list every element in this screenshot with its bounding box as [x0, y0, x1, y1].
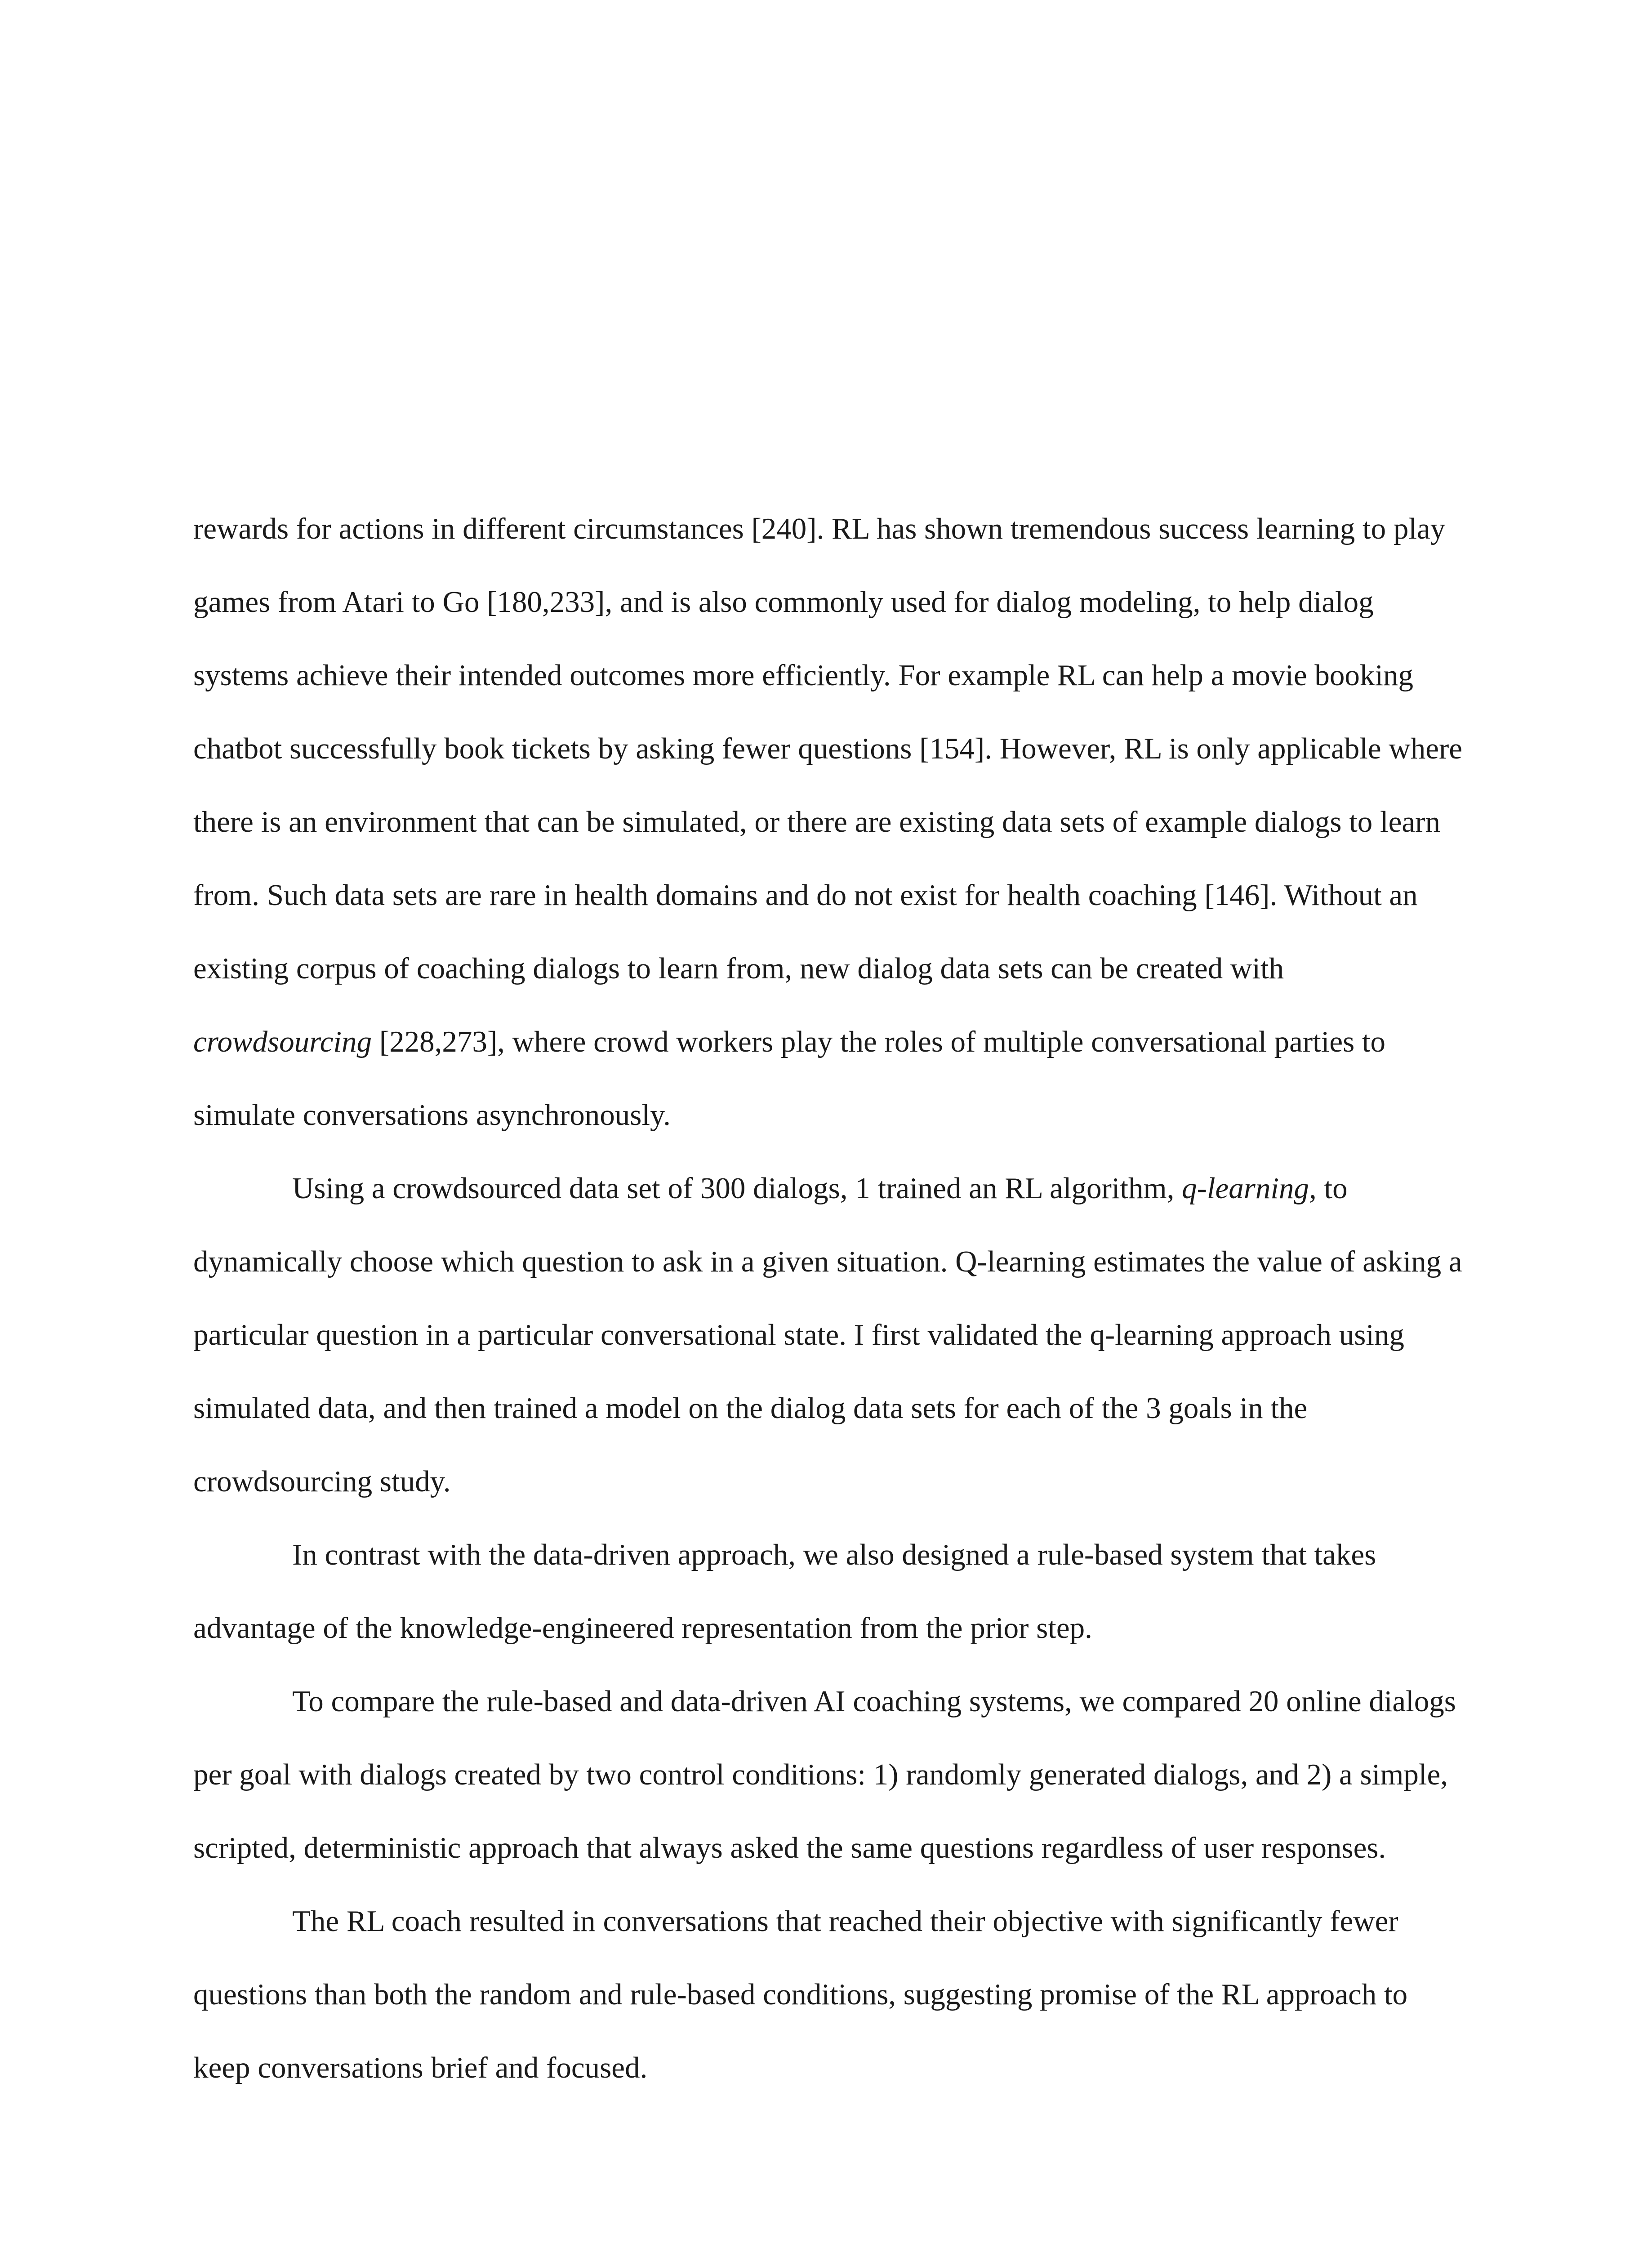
- paragraph-text: Using a crowdsourced data set of 300 dialogs, 1 trained an RL algorithm,: [292, 1172, 1182, 1205]
- paragraph-text: The RL coach resulted in conversations that reached their objective with significantly fewer questions than both the random and rule-based conditions, suggesting promise of the RL approach to keep conversations brief and focused.: [193, 1905, 1408, 2084]
- paragraph-text: In contrast with the data-driven approach, we also designed a rule-based system that takes advantage of the knowledge-engineered representation from the prior step.: [193, 1538, 1376, 1645]
- paragraph-text: To compare the rule-based and data-driven AI coaching systems, we compared 20 online dialogs per goal with dialogs created by two control conditions: 1) randomly generated dialogs, and 2) a simple, scripted, deterministic approach that always asked the same questions regardless of user responses.: [193, 1685, 1456, 1864]
- paragraph-4: [193, 1665, 1465, 1885]
- paragraph-text: , to dynamically choose which question to ask in a given situation. Q-learning estimates the value of asking a particular question in a particular conversational state. I first validated the q-learning approach using simulated data, and then trained a model on the dialog data sets for each of the 3 goals in the crowdsourcing study.: [193, 1172, 1462, 1498]
- emphasis-term: crowdsourcing: [193, 1025, 372, 1058]
- paragraph-3: [193, 1518, 1465, 1665]
- paragraph-2: [193, 1152, 1465, 1518]
- paragraph-1: [193, 492, 1465, 1152]
- paragraph-text: [228,273], where crowd workers play the roles of multiple conversational parties to simulate conversations asynchronously.: [193, 1025, 1386, 1132]
- paragraph-text: rewards for actions in different circumstances [240]. RL has shown tremendous success learning to play games from Atari to Go [180,233], and is also commonly used for dialog modeling, to help dialog systems achieve their intended outcomes more efficiently. For example RL can help a movie booking chatbot successfully book tickets by asking fewer questions [154]. However, RL is only applicable where there is an environment that can be simulated, or there are existing data sets of example dialogs to learn from. Such data sets are rare in health domains and do not exist for health coaching [146]. Without an existing corpus of coaching dialogs to learn from, new dialog data sets can be created with: [193, 512, 1462, 985]
- emphasis-term: q-learning: [1182, 1172, 1309, 1205]
- body-text: [193, 492, 1465, 2105]
- paragraph-5: [193, 1885, 1465, 2105]
